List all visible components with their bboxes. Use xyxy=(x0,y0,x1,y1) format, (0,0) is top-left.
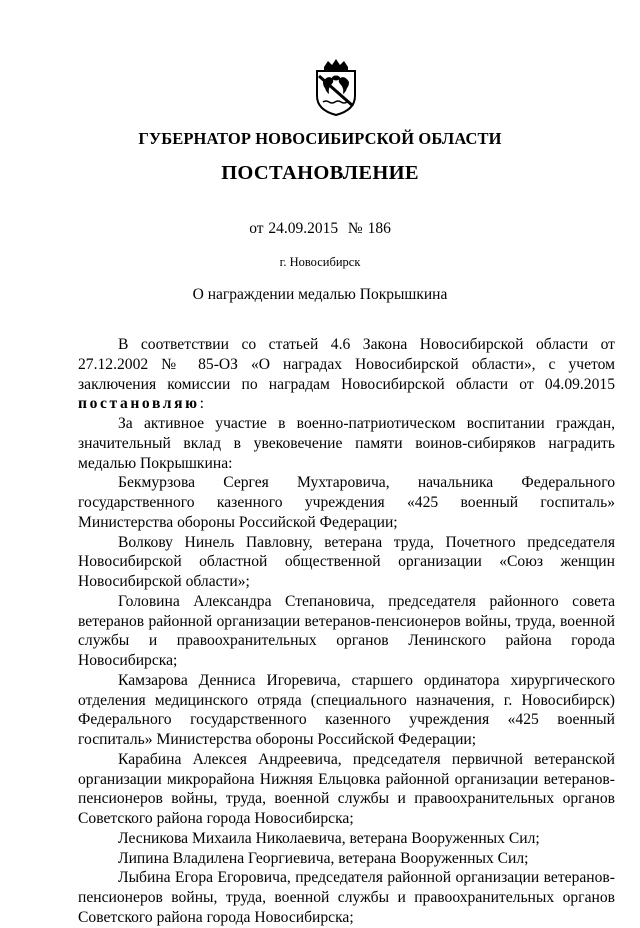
city: г. Новосибирск xyxy=(279,255,361,269)
number-sign: № xyxy=(347,220,363,237)
document-subject: О награждении медалью Покрышкина xyxy=(192,286,448,303)
decree-word: постановляю xyxy=(78,395,200,413)
awardee-paragraph: Карабина Алексея Андреевича, председателя первичной ветеранской организации микрорайона Нижняя Ельцовка районной организации ветеранов-пенсионеров войны, труда, военной службы и правоохранительных органов Советского района города Новосибирска; xyxy=(78,750,615,827)
preamble-paragraph xyxy=(78,335,615,414)
awardee-paragraph: Головина Александра Степановича, председателя районного совета ветеранов районной организации ветеранов-пенсионеров войны, труда, военной службы и правоохранительных органов Ленинского района города Новосибирска; xyxy=(78,592,615,669)
issuing-authority: ГУБЕРНАТОР НОВОСИБИРСКОЙ ОБЛАСТИ xyxy=(138,129,502,148)
awardee-paragraph: Волкову Нинель Павловну, ветерана труда, Почетного председателя Новосибирской областной общественной организации «Союз женщин Новосибирской области»; xyxy=(78,533,615,590)
awardee-paragraph: Липина Владилена Георгиевича, ветерана Вооруженных Сил; xyxy=(118,849,529,867)
document-date: 24.09.2015 xyxy=(268,220,339,237)
document-body xyxy=(78,335,615,928)
awardee-paragraph: Бекмурзова Сергея Мухтаровича, начальника Федерального государственного казенного учреждения «425 военный госпиталь» Министерства обороны Российской Федерации; xyxy=(78,474,615,531)
awardee-paragraph: Камзарова Денниса Игоревича, старшего ординатора хирургического отделения медицинского отряда (специального назначения, г. Новосибирск) Федерального государственного казенного учреждения «425 военный госпиталь» Министерства обороны Российской Федерации; xyxy=(78,671,615,748)
preamble-text: В соответствии со статьей 4.6 Закона Новосибирской области от 27.12.2002 № 85-ОЗ «О наградах Новосибирской области», с учетом заключения комиссии по наградам Новосибирской области от 04.09.2015 xyxy=(78,336,615,393)
awardee-paragraph: Лыбина Егора Егоровича, председателя районной организации ветеранов-пенсионеров войны, труда, военной службы и правоохранительных органов Советского района города Новосибирска; xyxy=(78,869,615,926)
document-number: 186 xyxy=(367,220,391,237)
award-intro-paragraph: За активное участие в военно-патриотическом воспитании граждан, значительный вклад в увековечение памяти воинов-сибиряков наградить медалью Покрышкина: xyxy=(78,415,615,472)
decree-punctuation: : xyxy=(199,395,205,413)
document-type: ПОСТАНОВЛЕНИЕ xyxy=(221,162,419,184)
date-prefix: от xyxy=(249,220,264,237)
awardee-paragraph: Лесникова Михаила Николаевича, ветерана Вооруженных Сил; xyxy=(118,829,540,847)
date-number-line xyxy=(0,220,640,238)
coat-of-arms-icon xyxy=(314,58,358,116)
